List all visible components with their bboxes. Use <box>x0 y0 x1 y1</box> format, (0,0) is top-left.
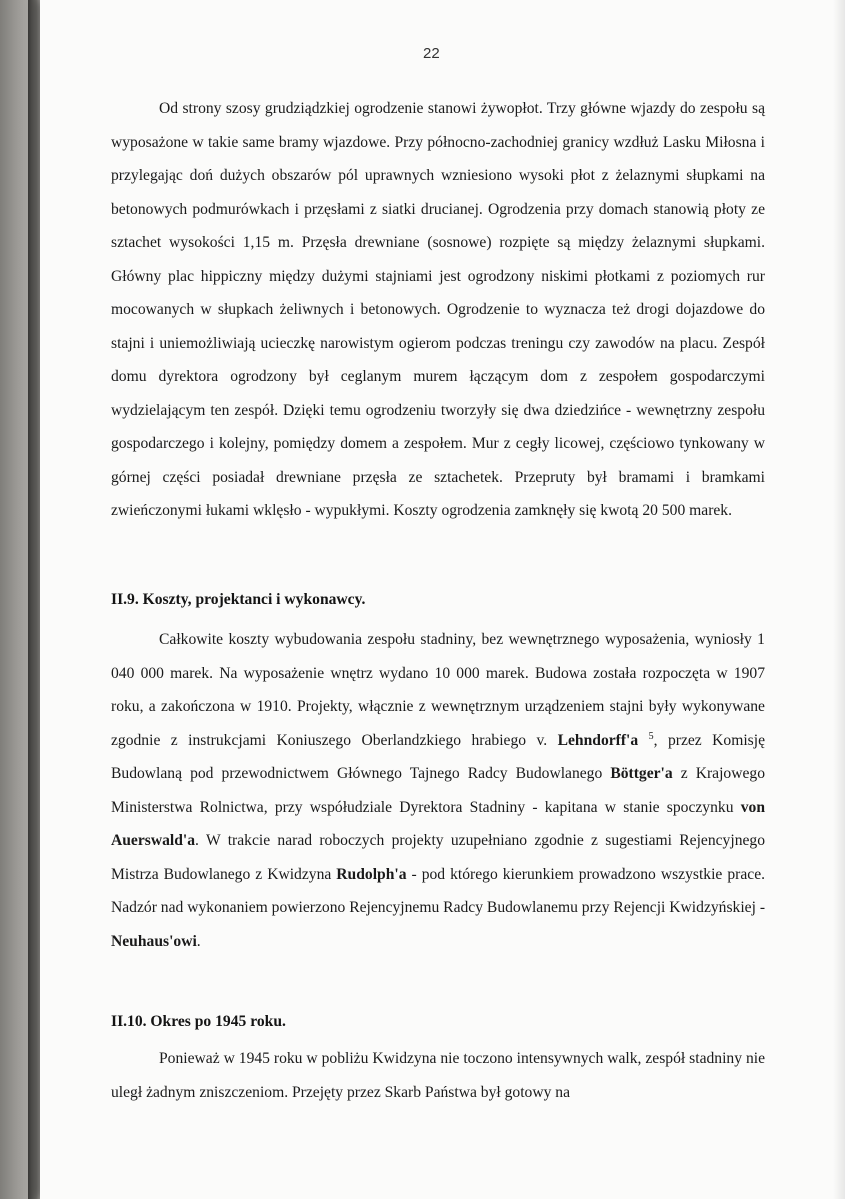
name-auerswald: von Auerswald'a <box>111 798 765 849</box>
text-line: trakcie narad roboczych projekty uzupełniano zgodnie z sugestiami Rejencyjnego Mistrza <box>111 832 766 883</box>
text-line: Ponieważ w 1945 roku w pobliżu Kwidzyna nie toczono intensywnych walk, zespół <box>159 1050 686 1067</box>
text-line: Budowlanego z Kwidzyna <box>163 865 337 883</box>
section-heading-2-9: II.9. Koszty, projektanci i wykonawcy. <box>111 591 366 608</box>
text-line: wzdłuż Lasku Miłosna i przylegając doń dużych obszarów pól uprawnych wzniesiono wysoki <box>111 133 766 184</box>
text-line: (sosnowe) rozpięte są między żelaznymi słupkami. Główny plac hippiczny między dużymi <box>111 234 765 285</box>
text-line: Rejencji Kwidzyńskiej - <box>613 899 766 916</box>
book-edge <box>0 0 28 1199</box>
text-line: płot z żelaznymi słupkami na betonowych podmurówkach i przęsłami z siatki drucianej. <box>111 167 765 218</box>
text-line: prace. Nadzór nad wykonaniem powierzono Rejencyjnemu Radcy Budowlanemu przy <box>111 865 766 916</box>
page-right-edge <box>833 0 845 1199</box>
paragraph-costs-body <box>111 623 765 958</box>
paragraph-fences <box>111 92 765 528</box>
name-lehndorff: Lehndorff'a <box>557 731 639 749</box>
text-line: sztachetek. Przepruty był bramami i bramkami zwieńczonymi łukami wklęsło - wypukłymi. <box>111 468 765 519</box>
text-line: z Krajowego Ministerstwa Rolnictwa, przy <box>111 765 765 816</box>
text-line: , przez Komisję Budowlaną pod przewodnictwem Głównego <box>111 731 765 782</box>
document-page <box>40 0 845 1199</box>
text-line: Koszty ogrodzenia zamknęły się kwotą 20 500 marek. <box>393 502 733 519</box>
text-line: rozpoczęta w 1907 roku, a zakończona w 1910. Projekty, włącznie z wewnętrznym <box>111 664 765 715</box>
text-line: Mur z cegły licowej, częściowo tynkowany w górnej części posiadał drewniane przęsła ze <box>111 435 766 486</box>
name-rudolph: Rudolph'a <box>336 865 407 883</box>
text-line: zespołu są wyposażone w takie same bramy wjazdowe. Przy północno-zachodniej granicy <box>111 100 765 151</box>
text-line: Od strony szosy grudziądzkiej ogrodzenie stanowi żywopłot. Trzy główne wjazdy do <box>159 100 700 117</box>
text-line: stajniami jest ogrodzony niskimi płotkami z poziomych rur mocowanych w słupkach <box>111 267 765 318</box>
text-line: uniemożliwiają ucieczkę narowistym ogierom podczas treningu czy zawodów na placu. <box>159 334 723 352</box>
page-number: 22 <box>423 45 440 62</box>
text-line: wyniosły 1 040 000 marek. Na wyposażenie wnętrz wydano 10 000 marek. Budowa została <box>111 631 765 682</box>
paragraph-fences-body <box>111 92 765 528</box>
text-line: współudziale Dyrektora Stadniny - kapitana w stanie spoczynku <box>309 798 741 816</box>
text-line: Ogrodzenia przy domach stanowią płoty ze sztachet wysokości 1,15 m. Przęsła drewniane <box>111 200 765 251</box>
text-line: gospodarczymi wydzielającym ten zespół. Dzięki temu ogrodzeniu tworzyły się dwa <box>111 368 765 419</box>
text-line: . <box>196 932 201 950</box>
text-line: stadniny nie uległ żadnym zniszczeniom. Przejęty przez Skarb Państwa był gotowy na <box>111 1050 766 1101</box>
section-heading-2-10: II.10. Okres po 1945 roku. <box>111 1013 286 1030</box>
name-neuhaus: Neuhaus'owi <box>111 932 197 950</box>
text-line: Zespół domu dyrektora ogrodzony był ceglanym murem łączącym dom z zespołem <box>111 334 765 385</box>
text-line: dziedzińce - wewnętrzny zespołu gospodarczego i kolejny, pomiędzy domem a zespołem. <box>111 401 766 452</box>
paragraph-costs <box>111 623 765 958</box>
paragraph-after-1945-body <box>111 1042 765 1109</box>
name-bottger: Böttger'a <box>610 765 673 782</box>
footnote-ref: 5 <box>648 730 654 742</box>
text-line: Całkowite koszty wybudowania zespołu stadniny, bez wewnętrznego wyposażenia, <box>159 631 690 648</box>
text-line: żeliwnych i betonowych. Ogrodzenie to wyznacza też drogi dojazdowe do stajni i <box>111 301 765 352</box>
text-line: urządzeniem stajni były wykonywane zgodnie z instrukcjami Koniuszego Oberlandzkiego <box>111 698 765 749</box>
text-line: - pod którego kierunkiem prowadzono wszystkie <box>406 865 723 883</box>
text-line: Tajnego Radcy Budowlanego <box>409 765 611 782</box>
text-line: . W <box>195 832 221 849</box>
text-line: hrabiego v. <box>471 731 558 749</box>
paragraph-after-1945 <box>111 1042 765 1109</box>
